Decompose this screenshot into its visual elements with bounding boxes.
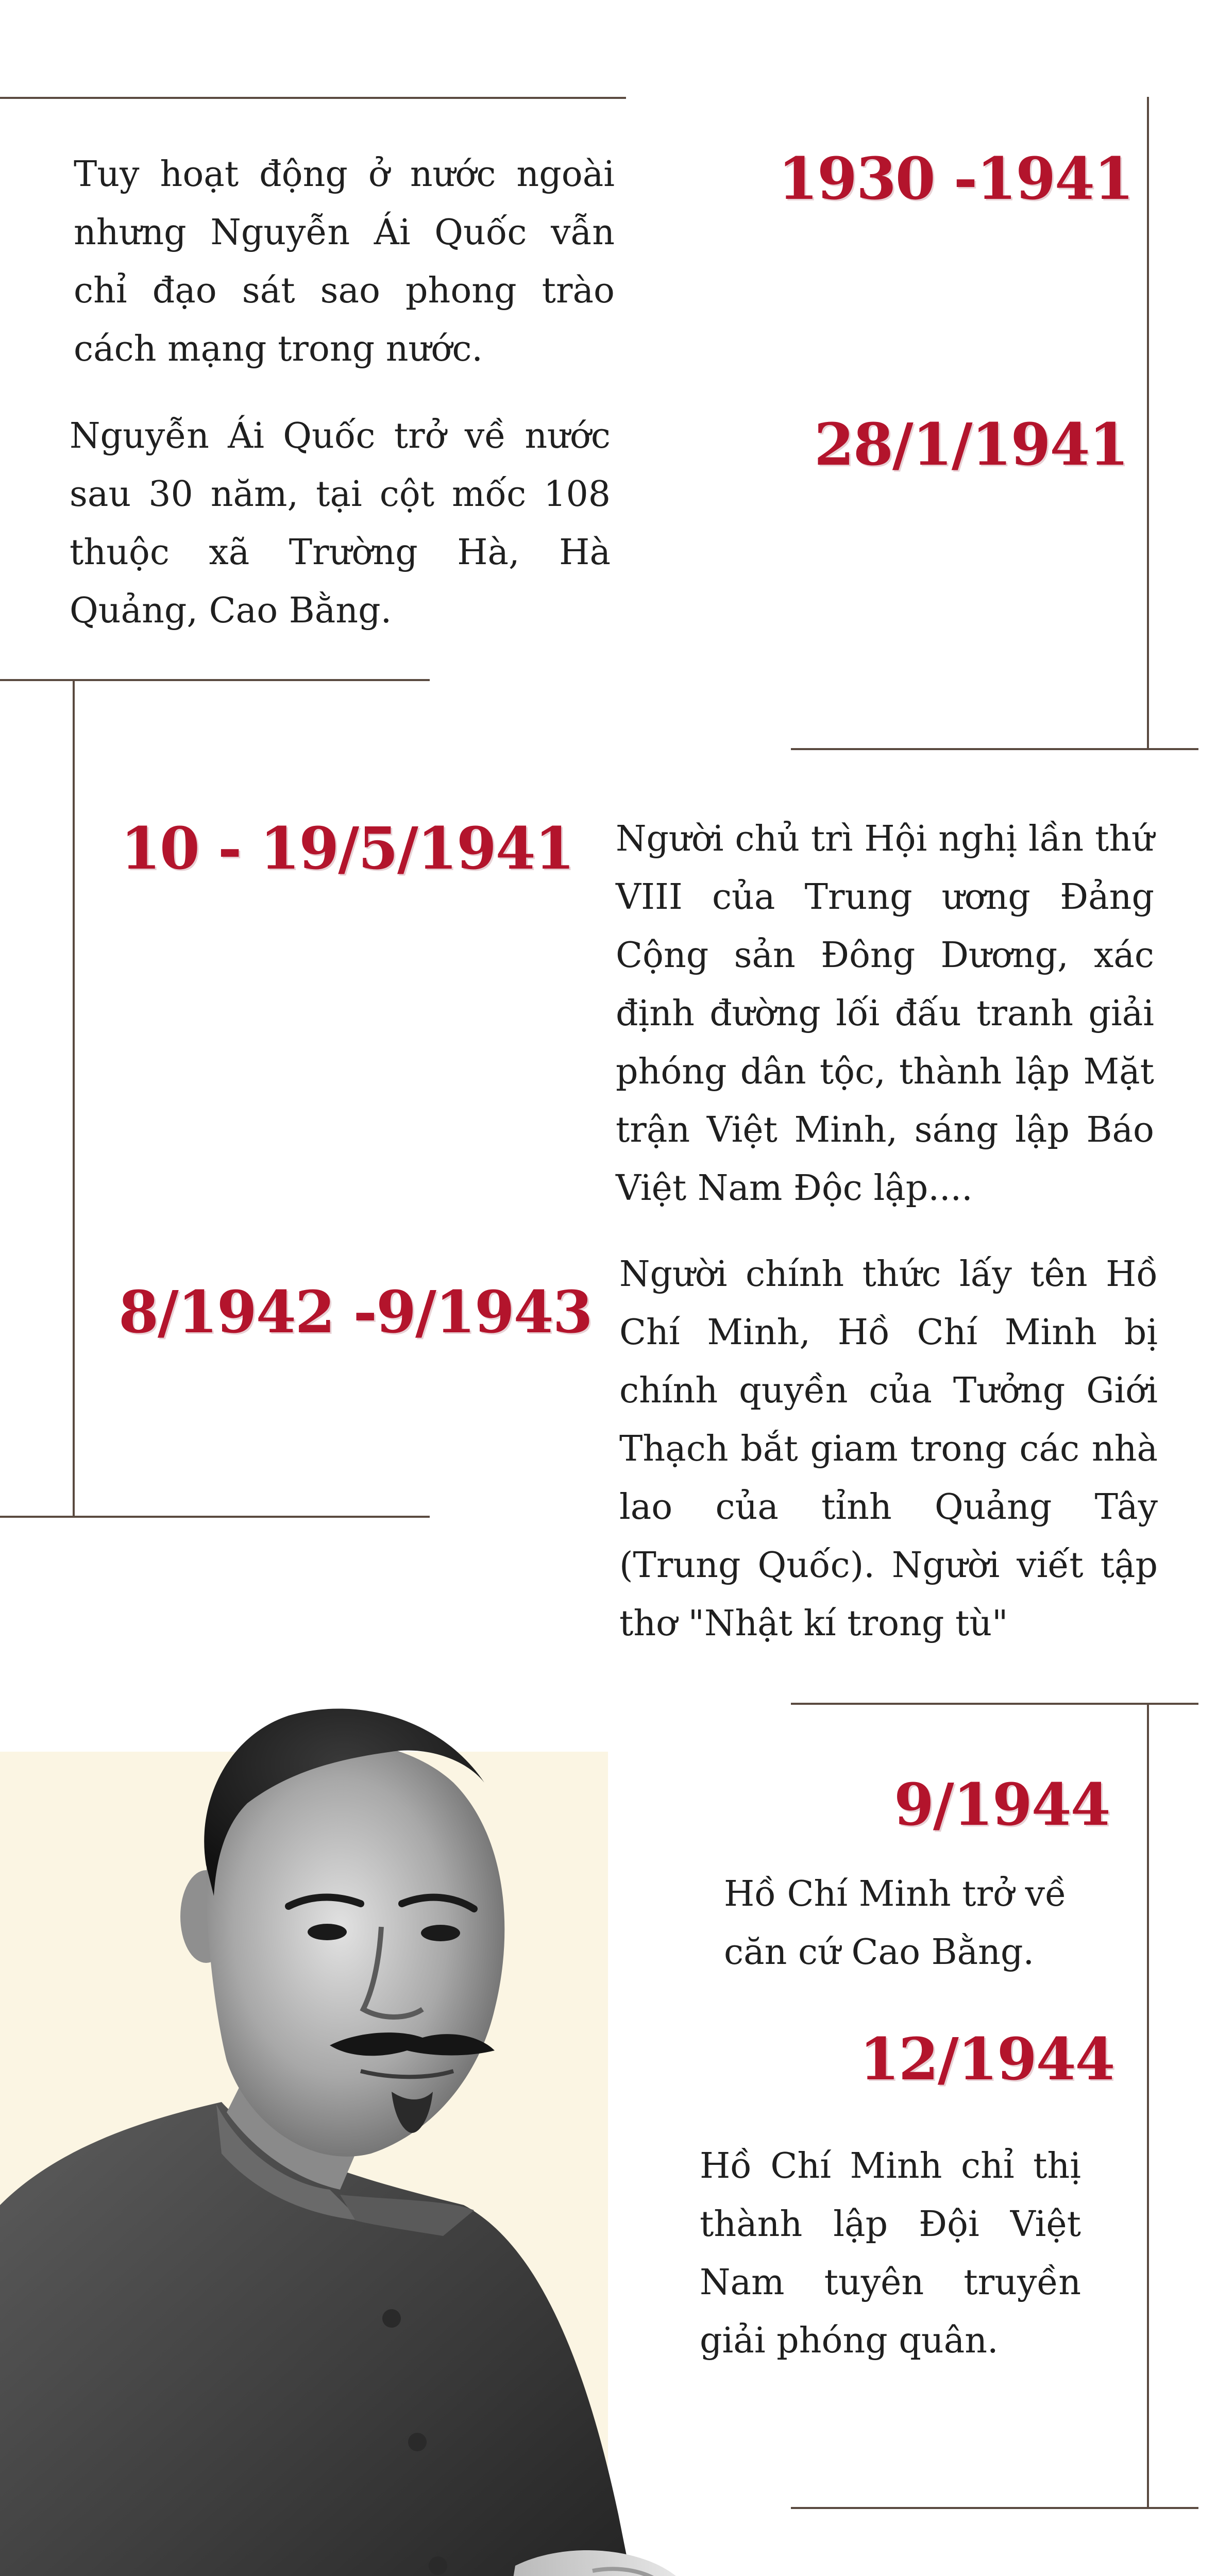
section3-bottom-rule [791, 2507, 1198, 2509]
timeline-text-1930-1941: Tuy hoạt động ở nước ngoài nhưng Nguyễn Ái Quốc vẫn chỉ đạo sát sao phong trào cách mạng trong nước. [74, 154, 615, 369]
timeline-text-10-19-5-1941: Người chủ trì Hội nghị lần thứ VIII của Trung ương Đảng Cộng sản Đông Dương, xác định đường lối đấu tranh giải phóng dân tộc, thành lập Mặt trận Việt Minh, sáng lập Báo Việt Nam Độc lập.... [616, 819, 1154, 1209]
section1-bottom-right-rule [791, 748, 1198, 750]
timeline-text-28-1-1941: Nguyễn Ái Quốc trở về nước sau 30 năm, tại cột mốc 108 thuộc xã Trường Hà, Hà Quảng, Cao Bằng. [70, 416, 611, 631]
section2-bottom-rule [0, 1516, 430, 1518]
timeline-date-8-1942-9-1943: 8/1942 -9/1943 [119, 1279, 592, 1346]
portrait-photo [0, 1638, 732, 2576]
section2-left-rule [73, 679, 75, 1518]
timeline-date-28-1-1941: 28/1/1941 [814, 411, 1128, 479]
timeline-date-12-1944: 12/1944 [859, 2026, 1114, 2093]
section3-top-rule [791, 1703, 1198, 1705]
section1-bottom-left-rule [0, 679, 430, 681]
timeline-date-9-1944: 9/1944 [894, 1771, 1110, 1839]
timeline-text-9-1944: Hồ Chí Minh trở về căn cứ Cao Bằng. [724, 1874, 1067, 1973]
timeline-text-12-1944: Hồ Chí Minh chỉ thị thành lập Đội Việt Nam tuyên truyền giải phóng quân. [700, 2146, 1081, 2361]
timeline-date-1930-1941: 1930 -1941 [778, 145, 1133, 213]
timeline-text-8-1942-9-1943: Người chính thức lấy tên Hồ Chí Minh, Hồ Chí Minh bị chính quyền của Tưởng Giới Thạch bắt giam trong các nhà lao của tỉnh Quảng Tây (Trung Quốc). Người viết tập thơ "Nhật kí trong tù" [619, 1254, 1158, 1644]
section1-top-rule [0, 97, 626, 99]
timeline-date-10-19-5-1941: 10 - 19/5/1941 [121, 815, 574, 883]
section1-right-rule [1147, 97, 1149, 750]
section3-right-rule [1147, 1703, 1149, 2509]
